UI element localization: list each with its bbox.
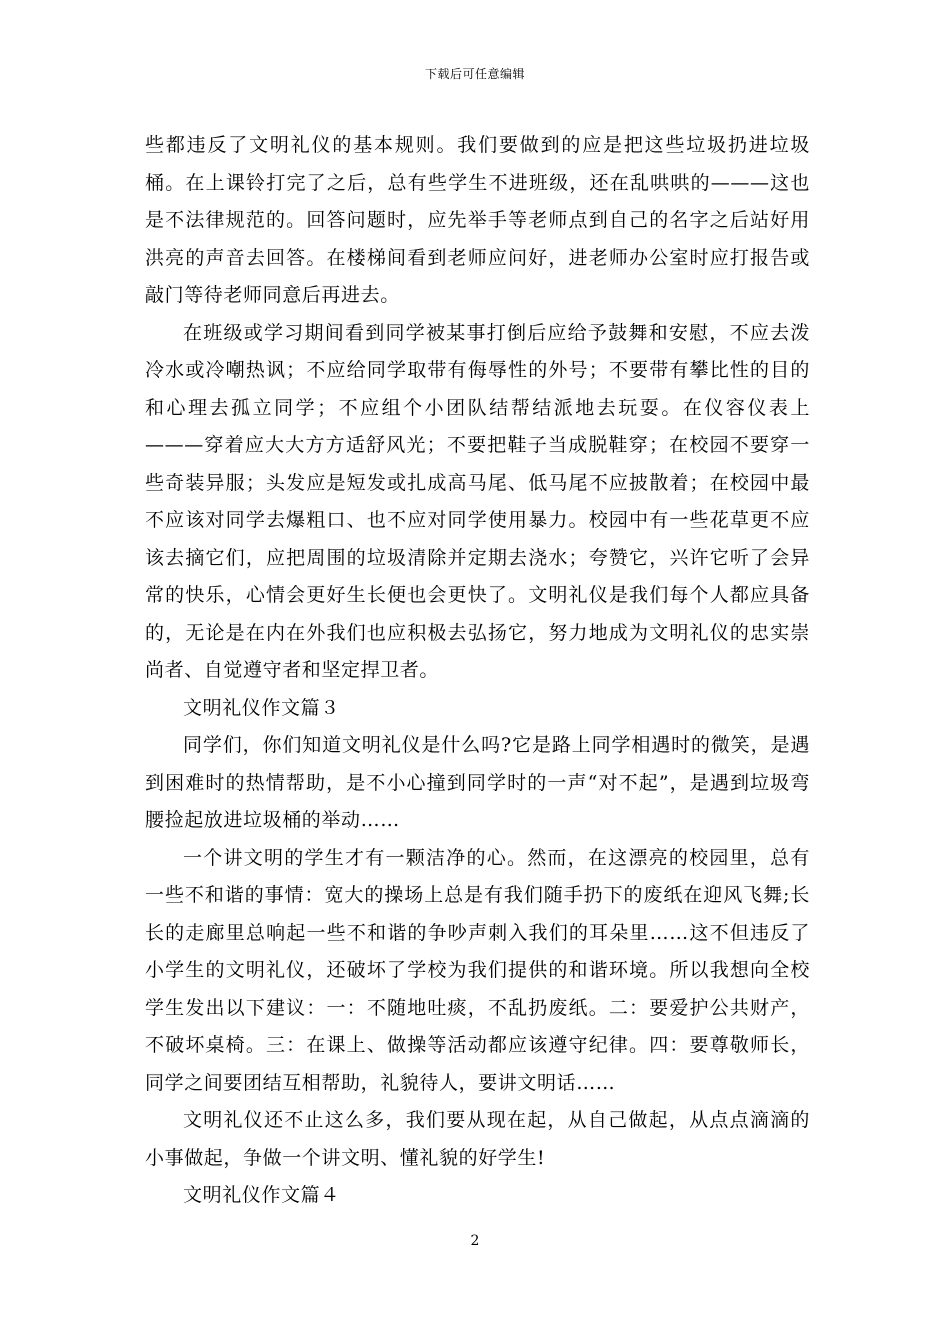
section-heading: 文明礼仪作文篇３	[183, 696, 340, 719]
section-heading: 文明礼仪作文篇４	[183, 1184, 340, 1206]
document-body	[145, 127, 810, 1215]
page-number: 2	[470, 1233, 480, 1249]
paragraph: 文明礼仪还不止这么多，我们要从现在起，从自己做起，从点点滴滴的小事做起，争做一个讲文明、懂礼貌的好学生!	[145, 1109, 810, 1169]
paragraph: 在班级或学习期间看到同学被某事打倒后应给予鼓舞和安慰，不应去泼冷水或冷嘲热讽；不应给同学取带有侮辱性的外号；不要带有攀比性的目的和心理去孤立同学；不应组个小团队结帮结派地去玩耍。在仪容仪表上———穿着应大大方方适舒风光；不要把鞋子当成脱鞋穿；在校园不要穿一些奇装异服；头发应是短发或扎成高马尾、低马尾不应披散着；在校园中最不应该对同学去爆粗口、也不应对同学使用暴力。校园中有一些花草更不应该去摘它们，应把周围的垃圾清除并定期去浇水；夸赞它，兴许它听了会异常的快乐，心情会更好生长便也会更快了。文明礼仪是我们每个人都应具备的，无论是在内在外我们也应积极去弘扬它，努力地成为文明礼仪的忠实崇尚者、自觉遵守者和坚定捍卫者。	[145, 321, 810, 681]
paragraph-continuation: 些都违反了文明礼仪的基本规则。我们要做到的应是把这些垃圾扔进垃圾桶。在上课铃打完了之后，总有些学生不进班级，还在乱哄哄的———这也是不法律规范的。回答问题时，应先举手等老师点到自己的名字之后站好用洪亮的声音去回答。在楼梯间看到老师应问好，进老师办公室时应打报告或敲门等待老师同意后再进去。	[145, 134, 810, 306]
paragraph: 同学们，你们知道文明礼仪是什么吗?它是路上同学相遇时的微笑，是遇到困难时的热情帮助，是不小心撞到同学时的一声“对不起”，是遇到垃圾弯腰捡起放进垃圾桶的举动……	[145, 734, 810, 831]
paragraph: 一个讲文明的学生才有一颗洁净的心。然而，在这漂亮的校园里，总有一些不和谐的事情：宽大的操场上总是有我们随手扔下的废纸在迎风飞舞;长长的走廊里总响起一些不和谐的争吵声刺入我们的耳朵里……这不但违反了小学生的文明礼仪，还破坏了学校为我们提供的和谐环境。所以我想向全校学生发出以下建议：一：不随地吐痰，不乱扔废纸。二：要爱护公共财产，不破坏桌椅。三：在课上、做操等活动都应该遵守纪律。四：要尊敬师长，同学之间要团结互相帮助，礼貌待人，要讲文明话……	[145, 846, 810, 1094]
page-header: 下载后可任意编辑	[424, 67, 525, 81]
